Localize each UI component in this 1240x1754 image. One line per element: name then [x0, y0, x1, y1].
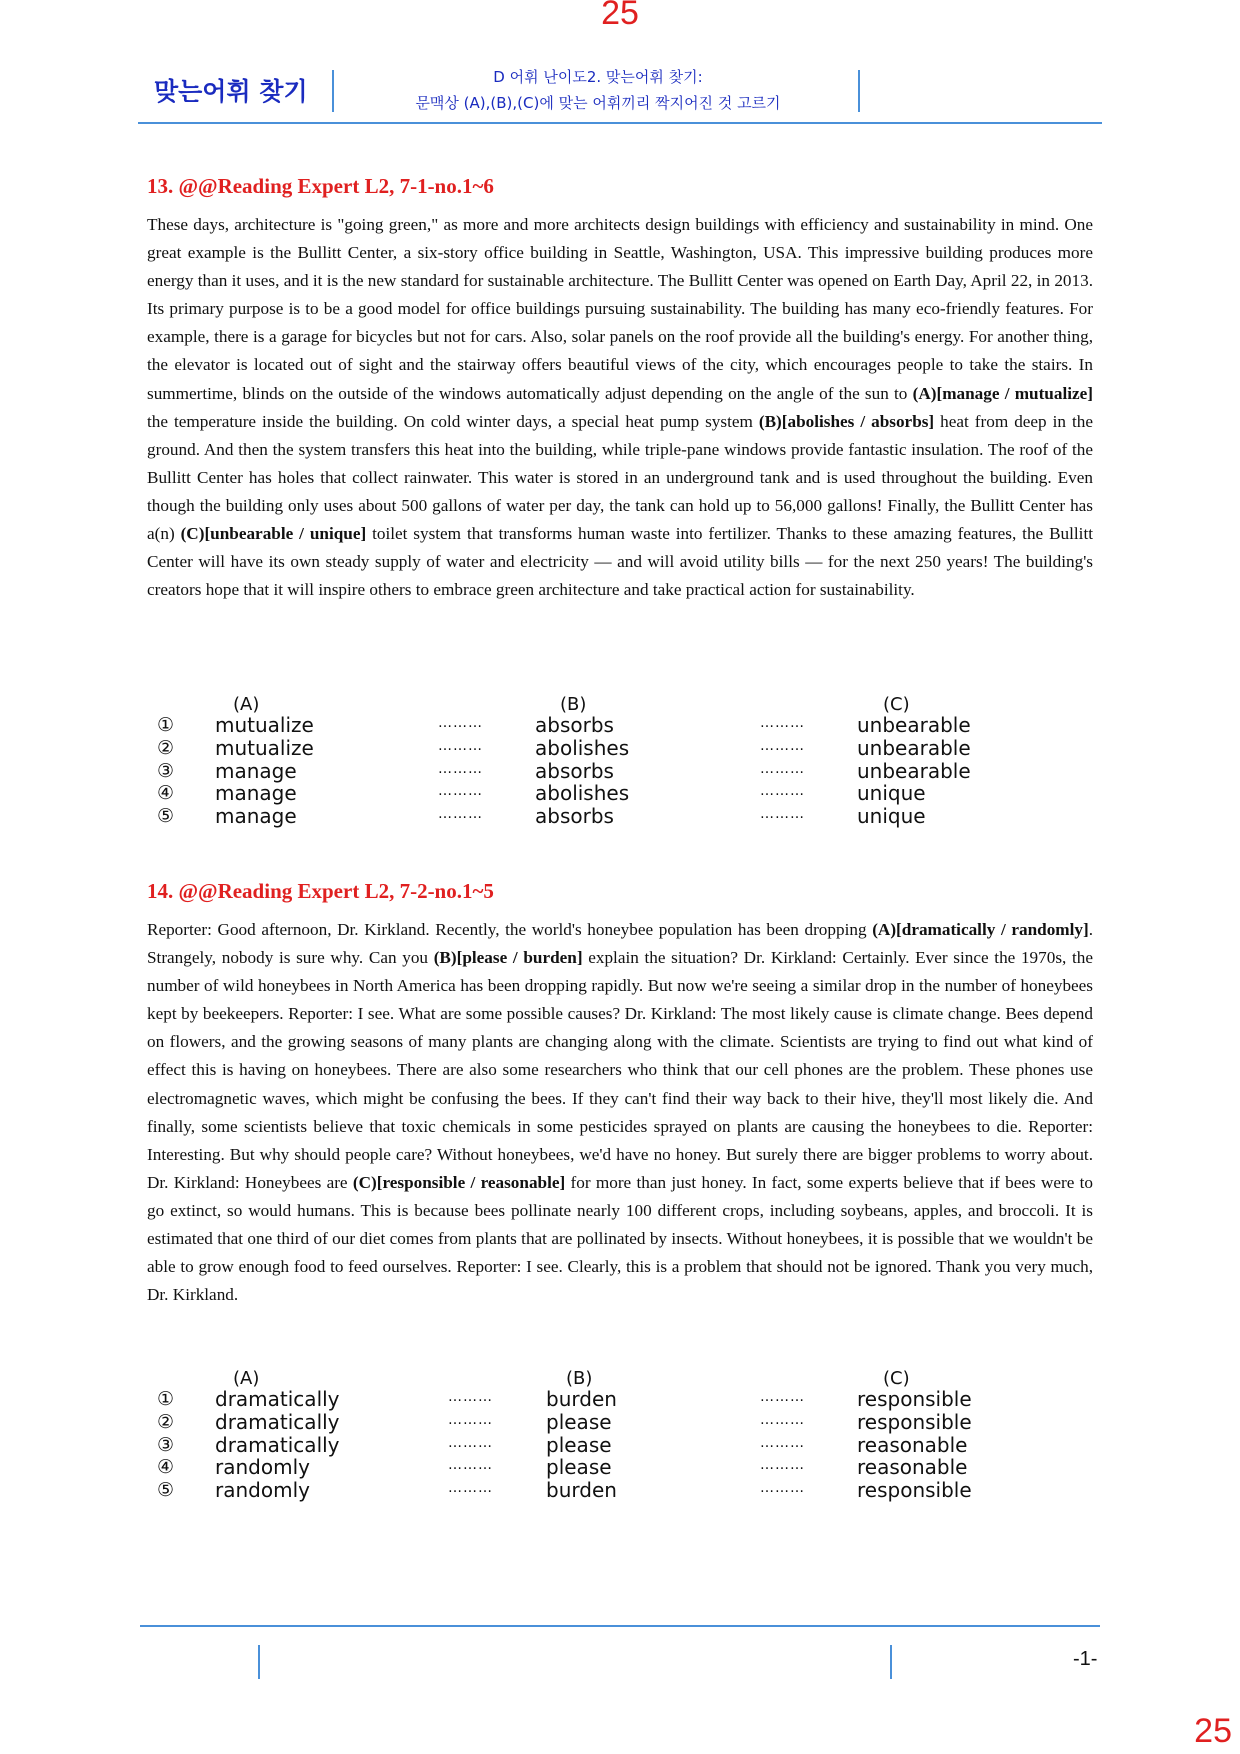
- question-13-passage: [147, 211, 1093, 604]
- choice-option-4[interactable]: [0, 1456, 1240, 1479]
- passage-text: . Strangely, nobody is sure why. Can you: [147, 920, 1093, 968]
- choice-option-4[interactable]: [0, 782, 1240, 805]
- dotted-leader: ………: [438, 760, 483, 777]
- dotted-leader: ………: [438, 715, 483, 731]
- dotted-leader: ………: [760, 715, 805, 731]
- footer-divider-right: [890, 1645, 892, 1679]
- blank-options: (B)[abolishes / absorbs]: [758, 411, 935, 431]
- choice-word-b: absorbs: [535, 804, 614, 829]
- choice-word-b: absorbs: [535, 713, 614, 737]
- page-number-corner: 25: [1194, 1712, 1232, 1750]
- choice-option-2[interactable]: [0, 1411, 1240, 1434]
- choice-word-a: manage: [215, 804, 297, 829]
- passage-text: Reporter: Good afternoon, Dr. Kirkland. Recently, the world's honeybee population has been dropping: [147, 920, 873, 939]
- dotted-leader: ………: [448, 1389, 493, 1405]
- dotted-leader: ………: [760, 760, 805, 777]
- dotted-leader: ………: [448, 1411, 493, 1428]
- choice-option-3[interactable]: [0, 1434, 1240, 1457]
- choice-word-a: mutualize: [215, 713, 314, 737]
- footer-page-label: -1-: [1073, 1648, 1098, 1670]
- choice-number: ⑤: [157, 1479, 175, 1502]
- choice-word-a: dramatically: [215, 1387, 340, 1411]
- choice-word-c: unique: [857, 804, 926, 829]
- blank-options: (C)[responsible / reasonable]: [352, 1172, 566, 1192]
- dotted-leader: ………: [438, 806, 483, 823]
- blank-options: (A)[dramatically / randomly]: [872, 920, 1089, 939]
- blank-options: (C)[unbearable / unique]: [180, 524, 367, 544]
- choice-number: ①: [157, 714, 175, 736]
- question-13-heading: 13. @@Reading Expert L2, 7-1-no.1~6: [147, 174, 494, 198]
- dotted-leader: ………: [448, 1480, 493, 1497]
- dotted-leader: ………: [760, 783, 805, 800]
- choice-column-header: (B): [560, 694, 587, 715]
- choice-word-a: manage: [215, 781, 297, 806]
- footer-divider-left: [258, 1645, 260, 1679]
- dotted-leader: ………: [760, 1389, 805, 1405]
- choice-option-1[interactable]: [0, 1388, 1240, 1411]
- choice-word-a: dramatically: [215, 1409, 340, 1434]
- passage-text: the temperature inside the building. On cold winter days, a special heat pump system: [147, 411, 759, 431]
- choice-column-header: (C): [883, 694, 910, 715]
- header-divider: [332, 70, 334, 112]
- choice-word-b: abolishes: [535, 781, 630, 806]
- header-subtitle-line1: D 어휘 난이도2. 맞는어휘 찾기:: [493, 68, 703, 86]
- choice-number: ⑤: [157, 805, 175, 828]
- choice-word-c: unique: [857, 781, 926, 806]
- choice-word-b: burden: [546, 1478, 617, 1503]
- choice-word-b: absorbs: [535, 758, 614, 783]
- dotted-leader: ………: [438, 783, 483, 800]
- choice-word-b: please: [546, 1455, 612, 1480]
- dotted-leader: ………: [760, 1480, 805, 1497]
- choice-number: ②: [157, 736, 175, 759]
- choice-word-b: please: [546, 1432, 612, 1457]
- choice-column-header: (C): [883, 1368, 910, 1389]
- header-divider: [858, 70, 860, 112]
- passage-text: for more than just honey. In fact, some experts believe that if bees were to go extinct, so would humans. This is because bees pollinate nearly 100 different crops, including soybeans, apples, and broccoli. It is estimated that one third of our diet comes from plants that are pollinated by insects. Without honeybees, it is possible that we wouldn't be able to grow enough food to feed ourselves. Reporter: I see. Clearly, this is a problem that should not be ignored. Thank you very much, Dr. Kirkland.: [147, 1172, 1093, 1305]
- choice-word-a: mutualize: [215, 735, 314, 760]
- dotted-leader: ………: [760, 1411, 805, 1428]
- choice-word-c: unbearable: [857, 758, 971, 783]
- dotted-leader: ………: [448, 1457, 493, 1474]
- choice-word-a: manage: [215, 758, 297, 783]
- choice-word-a: dramatically: [215, 1432, 340, 1457]
- choice-option-3[interactable]: [0, 760, 1240, 783]
- dotted-leader: ………: [760, 1434, 805, 1451]
- passage-text: toilet system that transforms human waste into fertilizer. Thanks to these amazing features, the Bullitt Center will have its own steady supply of water and electricity — and will avoid utility bills — for the next 250 years! The building's creators hope that it will inspire others to embrace green architecture and take practical action for sustainability.: [147, 524, 1094, 600]
- choice-number: ④: [157, 1456, 175, 1479]
- choice-number: ③: [157, 759, 175, 782]
- dotted-leader: ………: [438, 737, 483, 754]
- header-subtitle-line2: 문맥상 (A),(B),(C)에 맞는 어휘끼리 짝지어진 것 고르기: [415, 94, 781, 112]
- choice-word-c: unbearable: [857, 713, 971, 737]
- choice-word-c: responsible: [857, 1387, 972, 1411]
- choice-column-header: (A): [233, 1368, 260, 1389]
- dotted-leader: ………: [760, 806, 805, 823]
- question-14-heading: 14. @@Reading Expert L2, 7-2-no.1~5: [147, 879, 494, 903]
- passage-text: heat from deep in the ground. And then the system transfers this heat into the building, while triple-pane windows provide fantastic insulation. The roof of the Bullitt Center has holes that collect rainwater. This water is stored in an underground tank and is used throughout the building. Even though the building only uses about 500 gallons of water per day, the tank can hold up to 56,000 gallons! Finally, the Bullitt Center has a(n): [147, 411, 1094, 544]
- choice-word-c: reasonable: [857, 1455, 968, 1480]
- choice-word-c: responsible: [857, 1409, 972, 1434]
- choice-option-5[interactable]: [0, 1479, 1240, 1502]
- dotted-leader: ………: [760, 737, 805, 754]
- dotted-leader: ………: [448, 1434, 493, 1451]
- choice-option-2[interactable]: [0, 737, 1240, 760]
- choice-word-c: reasonable: [857, 1432, 968, 1457]
- choice-column-header: (A): [233, 694, 260, 715]
- passage-text: These days, architecture is "going green," as more and more architects design buildings with efficiency and sustainability in mind. One great example is the Bullitt Center, a six-story office building in Seattle, Washington, USA. This impressive building produces more energy than it uses, and it is the new standard for sustainable architecture. The Bullitt Center was opened on Earth Day, April 22, in 2013. Its primary purpose is to be a good model for office buildings pursuing sustainability. The building has many eco-friendly features. For example, there is a garage for bicycles but not for cars. Also, solar panels on the roof provide all the building's energy. For another thing, the elevator is located out of sight and the stairway offers beautiful views of the city, which encourages people to take the stairs. In summertime, blinds on the outside of the windows automatically adjust depending on the angle of the sun to: [147, 215, 1093, 403]
- page-number-top: 25: [601, 0, 639, 32]
- choice-number: ②: [157, 1410, 175, 1433]
- choice-number: ④: [157, 782, 175, 805]
- choice-option-5[interactable]: [0, 805, 1240, 828]
- choice-number: ①: [157, 1388, 175, 1410]
- question-14-passage: [147, 916, 1093, 1309]
- passage-text: explain the situation? Dr. Kirkland: Certainly. Ever since the 1970s, the number of wild honeybees in North America has been dropping rapidly. But now we're seeing a similar drop in the number of honeybees kept by beekeepers. Reporter: I see. What are some possible causes? Dr. Kirkland: The most likely cause is climate change. Bees depend on flowers, and the growing seasons of many plants are changing along with the climate. Scientists are trying to find out what kind of effect this is having on honeybees. There are also some researchers who think that our cell phones are the problem. These phones use electromagnetic waves, which might be confusing the bees. If they can't find their way back to their hive, they'll most likely die. And finally, some scientists believe that toxic chemicals in some pesticides sprayed on plants are causing the honeybees to die. Reporter: Interesting. But why should people care? Without honeybees, we'd have no honey. But surely there are bigger problems to worry about. Dr. Kirkland: Honeybees are: [147, 948, 1093, 1192]
- choice-number: ③: [157, 1433, 175, 1456]
- choice-word-a: randomly: [215, 1455, 310, 1480]
- page-header: [138, 62, 1102, 124]
- choice-word-c: responsible: [857, 1478, 972, 1503]
- choice-column-header: (B): [566, 1368, 593, 1389]
- footer-divider: [140, 1625, 1100, 1627]
- choice-word-b: abolishes: [535, 735, 630, 760]
- choice-word-b: please: [546, 1409, 612, 1434]
- choice-word-b: burden: [546, 1387, 617, 1411]
- dotted-leader: ………: [760, 1457, 805, 1474]
- blank-options: (B)[please / burden]: [433, 948, 583, 968]
- blank-options: (A)[manage / mutualize]: [912, 383, 1093, 403]
- choice-word-a: randomly: [215, 1478, 310, 1503]
- choice-option-1[interactable]: [0, 714, 1240, 737]
- header-title: 맞는어휘 찾기: [154, 77, 308, 106]
- choice-word-c: unbearable: [857, 735, 971, 760]
